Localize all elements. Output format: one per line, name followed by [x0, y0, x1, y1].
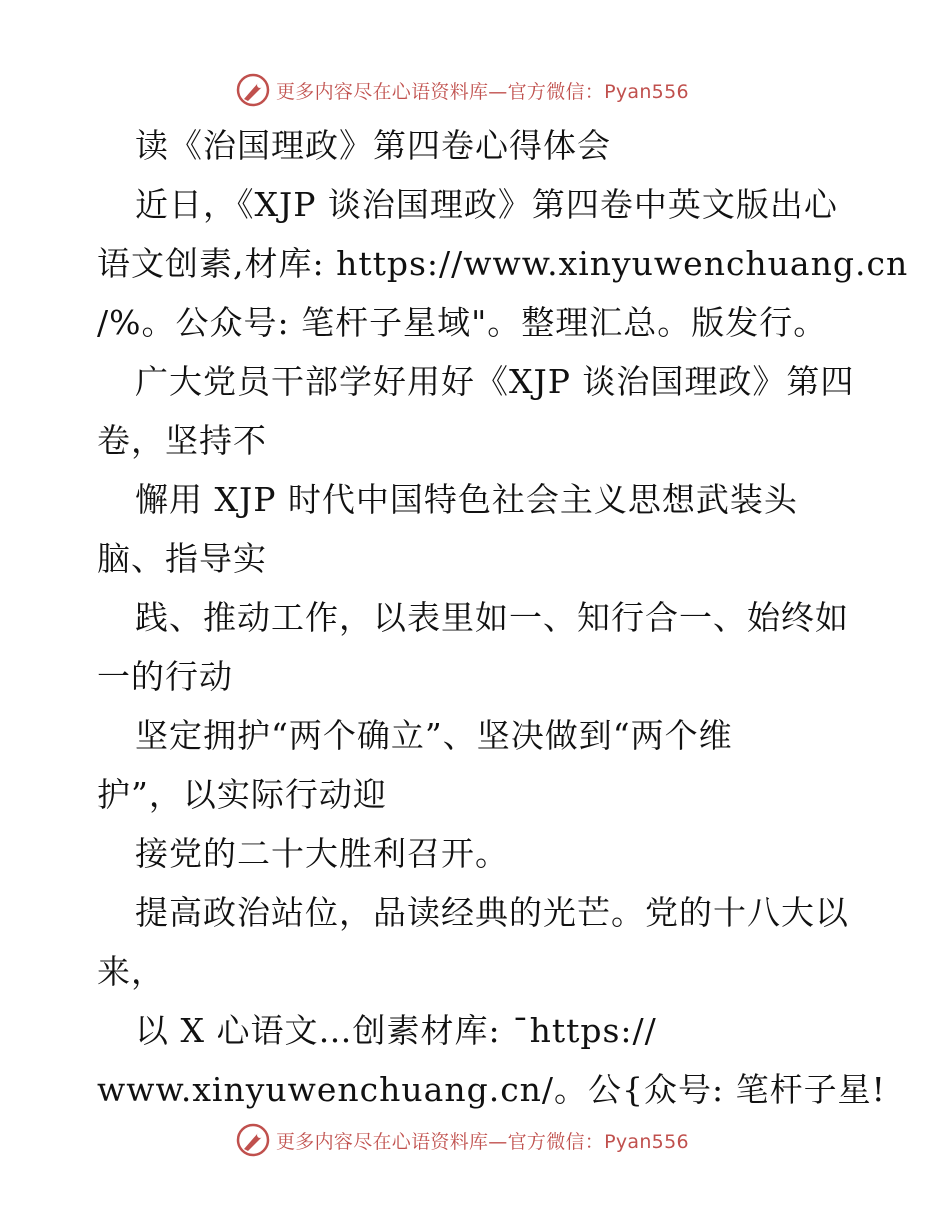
paragraph-line: /%。公众号: 笔杆子星域"。整理汇总。版发行。 — [97, 303, 828, 342]
paragraph-line: 坚定拥护“两个确立”、坚决做到“两个维 — [135, 716, 733, 755]
watermark-text: 更多内容尽在心语资料库—官方微信：Pyan556 — [276, 80, 689, 103]
paragraph-line: 提高政治站位，品读经典的光芒。党的十八大以 — [135, 893, 849, 932]
paragraph-line: 护”，以实际行动迎 — [97, 775, 387, 814]
document-body — [97, 116, 909, 1119]
paragraph-line: 卷，坚持不 — [97, 421, 267, 460]
paragraph-line: 以 X 心语文…创素材库: ¯https:// — [135, 1011, 657, 1050]
paragraph-line: 广大党员干部学好用好《XJP 谈治国理政》第四 — [135, 362, 855, 401]
paragraph-line: www.xinyuwenchuang.cn/。公{众号: 笔杆子星! — [97, 1070, 886, 1109]
watermark-header — [236, 72, 689, 108]
paragraph-line: 懈用 XJP 时代中国特色社会主义思想武装头 — [135, 480, 798, 519]
pen-logo-icon — [236, 73, 270, 107]
document-title: 读《治国理政》第四卷心得体会 — [135, 126, 611, 165]
paragraph-line: 接党的二十大胜利召开。 — [135, 834, 509, 873]
watermark-footer — [236, 1122, 689, 1158]
paragraph-line: 一的行动 — [97, 657, 233, 696]
paragraph-line: 近日，《XJP 谈治国理政》第四卷中英文版出心 — [135, 185, 838, 224]
paragraph-line: 语文创素,材库: https://www.xinyuwenchuang.cn — [97, 244, 909, 283]
watermark-text: 更多内容尽在心语资料库—官方微信：Pyan556 — [276, 1130, 689, 1153]
paragraph-line: 践、推动工作，以表里如一、知行合一、始终如 — [135, 598, 849, 637]
pen-logo-icon — [236, 1123, 270, 1157]
paragraph-line: 来， — [97, 952, 165, 991]
paragraph-line: 脑、指导实 — [97, 539, 267, 578]
